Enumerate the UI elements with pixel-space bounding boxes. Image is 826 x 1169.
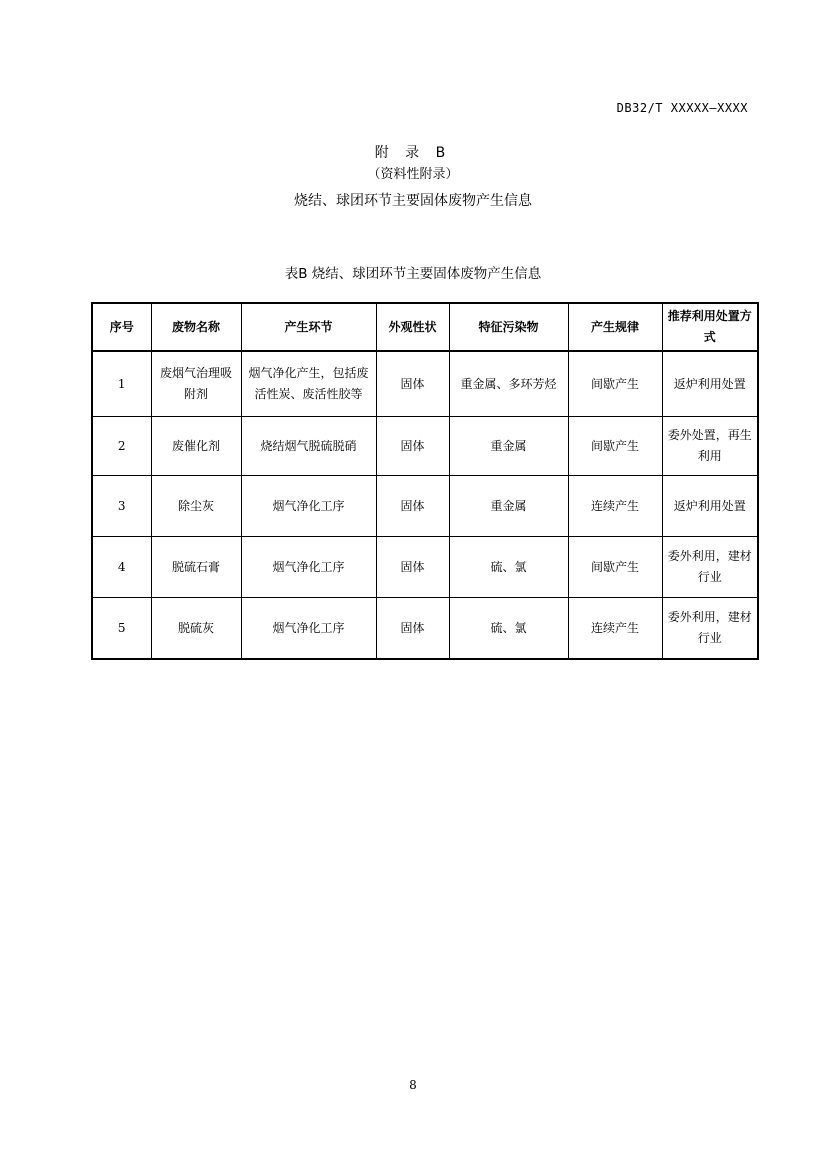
cell-pollutant: 重金属、多环芳烃 bbox=[449, 351, 568, 417]
appendix-name: 烧结、球团环节主要固体废物产生信息 bbox=[294, 193, 532, 209]
table-row bbox=[92, 476, 758, 537]
cell-disposal: 返炉利用处置 bbox=[662, 476, 758, 537]
cell-form: 固体 bbox=[376, 537, 449, 598]
cell-form: 固体 bbox=[376, 598, 449, 660]
column-header-name: 废物名称 bbox=[151, 303, 241, 351]
cell-pattern: 间歇产生 bbox=[568, 537, 662, 598]
cell-no: 1 bbox=[92, 351, 151, 417]
cell-disposal: 委外利用，建材行业 bbox=[662, 598, 758, 660]
cell-pattern: 连续产生 bbox=[568, 476, 662, 537]
column-header-pattern: 产生规律 bbox=[568, 303, 662, 351]
cell-no: 2 bbox=[92, 417, 151, 476]
column-header-disposal: 推荐利用处置方式 bbox=[662, 303, 758, 351]
cell-disposal: 返炉利用处置 bbox=[662, 351, 758, 417]
cell-name: 脱硫石膏 bbox=[151, 537, 241, 598]
cell-pollutant: 重金属 bbox=[449, 476, 568, 537]
cell-pattern: 间歇产生 bbox=[568, 351, 662, 417]
table-row bbox=[92, 598, 758, 660]
document-code: DB32/T XXXXX—XXXX bbox=[616, 101, 748, 115]
cell-pollutant: 硫、氯 bbox=[449, 537, 568, 598]
cell-stage: 烟气净化工序 bbox=[241, 537, 376, 598]
table-row bbox=[92, 537, 758, 598]
cell-stage: 烧结烟气脱硫脱硝 bbox=[241, 417, 376, 476]
column-header-stage: 产生环节 bbox=[241, 303, 376, 351]
cell-stage: 烟气净化工序 bbox=[241, 598, 376, 660]
cell-stage: 烟气净化工序 bbox=[241, 476, 376, 537]
column-header-form: 外观性状 bbox=[376, 303, 449, 351]
table-caption: 表B 烧结、球团环节主要固体废物产生信息 bbox=[284, 266, 542, 282]
cell-name: 除尘灰 bbox=[151, 476, 241, 537]
cell-name: 脱硫灰 bbox=[151, 598, 241, 660]
cell-pollutant: 重金属 bbox=[449, 417, 568, 476]
cell-stage: 烟气净化产生，包括废活性炭、废活性胶等 bbox=[241, 351, 376, 417]
cell-no: 3 bbox=[92, 476, 151, 537]
table-header-row bbox=[92, 303, 758, 351]
column-header-no: 序号 bbox=[92, 303, 151, 351]
table-row bbox=[92, 417, 758, 476]
column-header-pollutant: 特征污染物 bbox=[449, 303, 568, 351]
cell-pattern: 间歇产生 bbox=[568, 417, 662, 476]
appendix-subtitle: （资料性附录） bbox=[367, 167, 459, 182]
page-number: 8 bbox=[409, 1078, 417, 1092]
cell-no: 5 bbox=[92, 598, 151, 660]
cell-form: 固体 bbox=[376, 476, 449, 537]
appendix-title: 附 录 B bbox=[374, 145, 452, 161]
waste-info-table bbox=[91, 302, 759, 660]
cell-name: 废催化剂 bbox=[151, 417, 241, 476]
cell-form: 固体 bbox=[376, 417, 449, 476]
cell-disposal: 委外处置，再生利用 bbox=[662, 417, 758, 476]
cell-form: 固体 bbox=[376, 351, 449, 417]
table-row bbox=[92, 351, 758, 417]
cell-pattern: 连续产生 bbox=[568, 598, 662, 660]
cell-disposal: 委外利用，建材行业 bbox=[662, 537, 758, 598]
cell-no: 4 bbox=[92, 537, 151, 598]
cell-pollutant: 硫、氯 bbox=[449, 598, 568, 660]
cell-name: 废烟气治理吸附剂 bbox=[151, 351, 241, 417]
